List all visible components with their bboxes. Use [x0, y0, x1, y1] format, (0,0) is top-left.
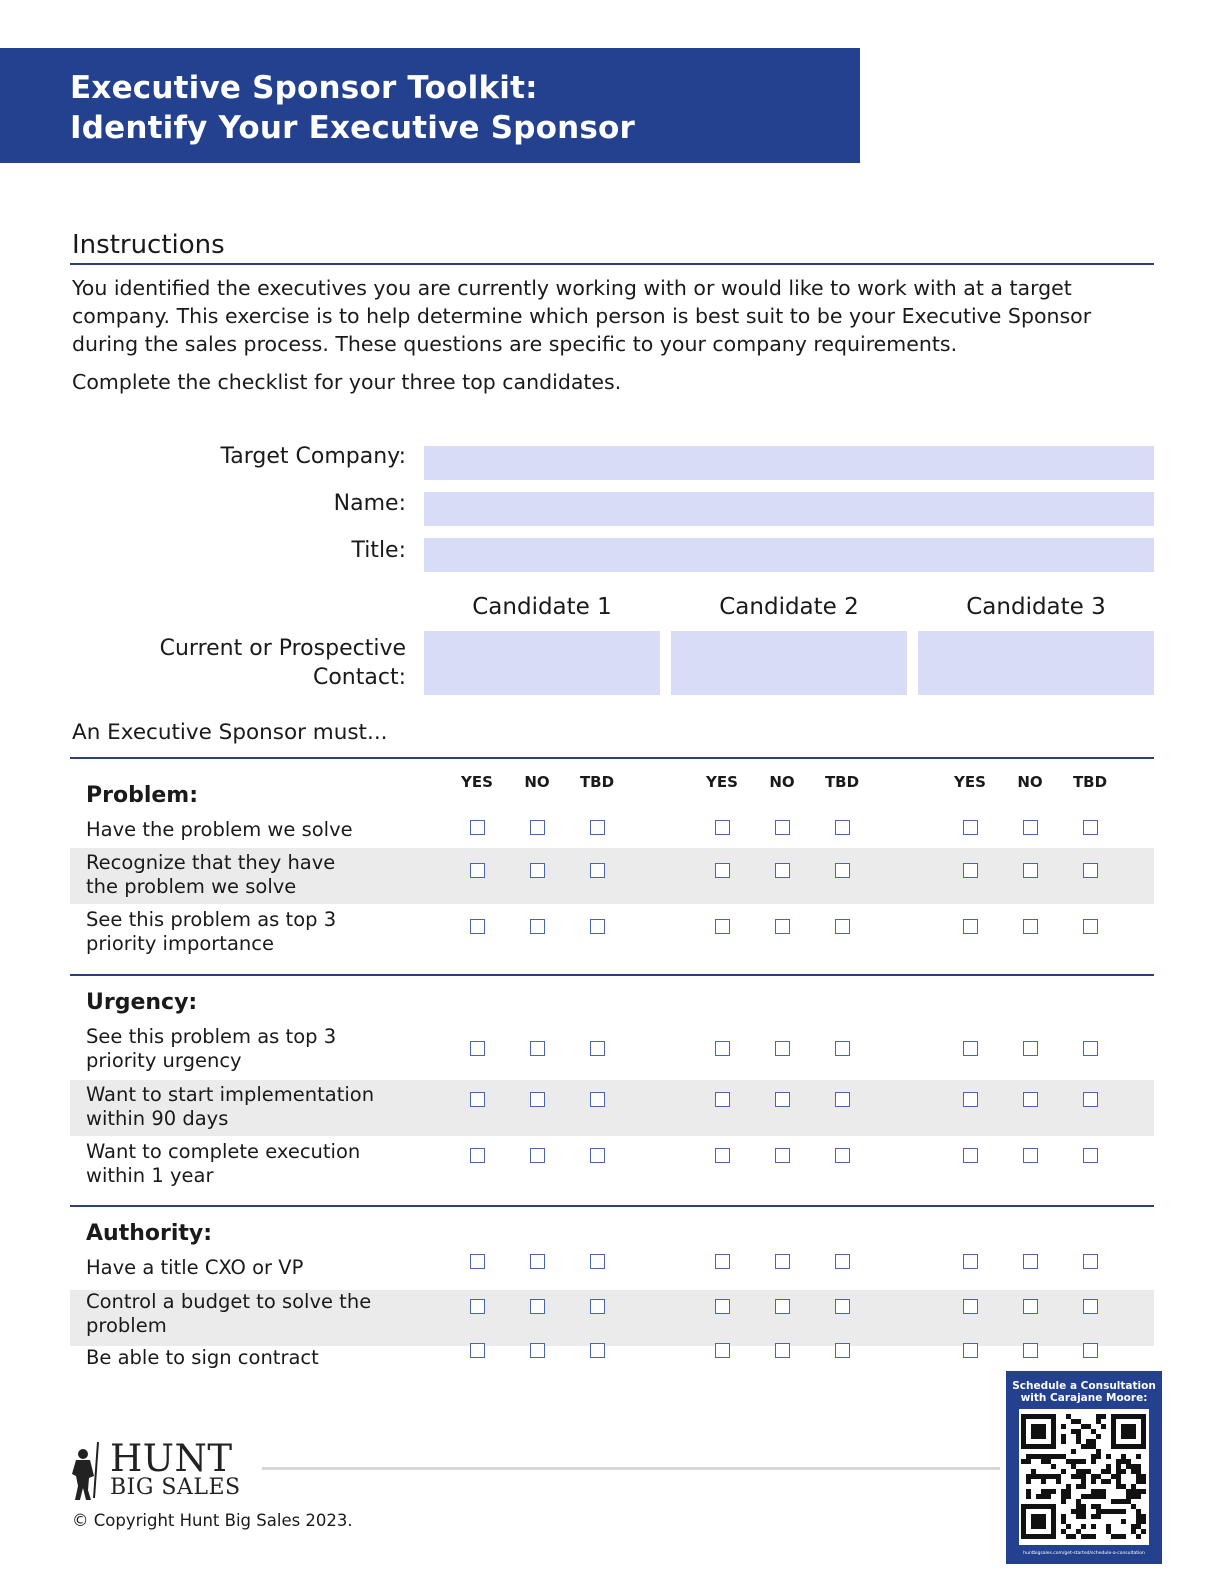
criterion-label — [86, 1140, 386, 1188]
checkbox-candidate-3-yes[interactable] — [963, 863, 978, 878]
criterion-label-line-2: priority urgency — [86, 1049, 242, 1072]
qr-card-title-line-2: with Carajane Moore: — [1020, 1392, 1148, 1404]
contact-label-line-1: Current or Prospective — [159, 636, 406, 661]
name-label: Name: — [333, 491, 406, 516]
page-title — [70, 68, 635, 148]
checkbox-candidate-1-no[interactable] — [530, 1254, 545, 1269]
checkbox-candidate-3-tbd[interactable] — [1083, 863, 1098, 878]
checkbox-candidate-2-yes[interactable] — [715, 1299, 730, 1314]
criterion-label-line-1: Want to start implementation — [86, 1083, 375, 1106]
group-title-problem: Problem: — [86, 783, 199, 808]
checkbox-candidate-1-tbd[interactable] — [590, 1299, 605, 1314]
checkbox-candidate-2-no[interactable] — [775, 1041, 790, 1056]
logo-wordmark-big-sales: BIG SALES — [110, 1475, 241, 1500]
contact-label — [160, 634, 406, 692]
criterion-label-line-2: priority importance — [86, 932, 274, 955]
checkbox-candidate-2-tbd[interactable] — [835, 1041, 850, 1056]
checkbox-candidate-1-yes[interactable] — [470, 863, 485, 878]
checkbox-candidate-3-no[interactable] — [1023, 1299, 1038, 1314]
checkbox-candidate-2-tbd[interactable] — [835, 919, 850, 934]
checkbox-candidate-3-yes[interactable] — [963, 1092, 978, 1107]
checkbox-candidate-1-tbd[interactable] — [590, 1343, 605, 1358]
checkbox-candidate-3-no[interactable] — [1023, 1148, 1038, 1163]
checkbox-candidate-2-tbd[interactable] — [835, 1148, 850, 1163]
checkbox-candidate-1-no[interactable] — [530, 1299, 545, 1314]
checkbox-candidate-3-yes[interactable] — [963, 820, 978, 835]
checkbox-candidate-2-yes[interactable] — [715, 1254, 730, 1269]
title-field[interactable] — [424, 538, 1154, 572]
checkbox-candidate-1-tbd[interactable] — [590, 820, 605, 835]
candidate-1-header: Candidate 1 — [472, 594, 612, 620]
checkbox-candidate-2-no[interactable] — [775, 1148, 790, 1163]
target-company-field[interactable] — [424, 446, 1154, 480]
logo-wordmark-hunt: HUNT — [110, 1437, 233, 1480]
instructions-paragraph — [72, 274, 1162, 358]
criterion-label — [86, 1346, 386, 1370]
checkbox-candidate-3-tbd[interactable] — [1083, 1092, 1098, 1107]
instructions-line-2: company. This exercise is to help determine which person is best suit to be your Executive Sponsor — [72, 304, 1092, 328]
problem-urgency-divider — [70, 974, 1154, 976]
footer-divider — [262, 1467, 1000, 1470]
criterion-label — [86, 1025, 386, 1073]
criterion-label — [86, 851, 386, 899]
checkbox-candidate-3-tbd[interactable] — [1083, 1254, 1098, 1269]
qr-card-url: huntbigsales.com/get-started/schedule-a-consultation — [1023, 1551, 1145, 1556]
candidate-2-no-column-header: NO — [769, 773, 795, 791]
group-title-urgency: Urgency: — [86, 990, 198, 1015]
checkbox-candidate-2-no[interactable] — [775, 820, 790, 835]
checkbox-candidate-3-no[interactable] — [1023, 820, 1038, 835]
checkbox-candidate-1-yes[interactable] — [470, 820, 485, 835]
candidate-3-tbd-column-header: TBD — [1072, 773, 1108, 791]
checklist-heading: An Executive Sponsor must... — [72, 720, 388, 745]
checkbox-candidate-2-yes[interactable] — [715, 1092, 730, 1107]
checkbox-candidate-1-yes[interactable] — [470, 919, 485, 934]
checkbox-candidate-3-no[interactable] — [1023, 1254, 1038, 1269]
checkbox-candidate-1-yes[interactable] — [470, 1343, 485, 1358]
checkbox-candidate-1-no[interactable] — [530, 863, 545, 878]
checkbox-candidate-2-no[interactable] — [775, 1343, 790, 1358]
checkbox-candidate-2-yes[interactable] — [715, 820, 730, 835]
checkbox-candidate-1-no[interactable] — [530, 919, 545, 934]
checkbox-candidate-2-no[interactable] — [775, 1092, 790, 1107]
checkbox-candidate-2-tbd[interactable] — [835, 820, 850, 835]
copyright-text: © Copyright Hunt Big Sales 2023. — [72, 1511, 353, 1530]
instructions-complete-note: Complete the checklist for your three top candidates. — [72, 370, 622, 394]
criterion-label-line-1: Want to complete execution — [86, 1140, 361, 1163]
checkbox-candidate-3-tbd[interactable] — [1083, 1299, 1098, 1314]
checkbox-candidate-1-yes[interactable] — [470, 1041, 485, 1056]
candidate-1-no-column-header: NO — [524, 773, 550, 791]
qr-code[interactable] — [1019, 1409, 1149, 1545]
checkbox-candidate-3-no[interactable] — [1023, 1092, 1038, 1107]
qr-card-title — [1006, 1380, 1162, 1404]
consultation-qr-card[interactable] — [1006, 1371, 1162, 1564]
checkbox-candidate-2-tbd[interactable] — [835, 863, 850, 878]
criterion-label — [86, 1083, 386, 1131]
checkbox-candidate-1-yes[interactable] — [470, 1092, 485, 1107]
checkbox-candidate-3-tbd[interactable] — [1083, 1343, 1098, 1358]
checkbox-candidate-1-tbd[interactable] — [590, 863, 605, 878]
criterion-label-line-1: Recognize that they have — [86, 851, 336, 874]
checkbox-candidate-1-no[interactable] — [530, 1148, 545, 1163]
hunt-big-sales-logo — [70, 1437, 241, 1502]
checkbox-candidate-2-yes[interactable] — [715, 919, 730, 934]
criterion-label-line-2: the problem we solve — [86, 875, 297, 898]
criterion-label-line-1: See this problem as top 3 — [86, 908, 337, 931]
checkbox-candidate-2-tbd[interactable] — [835, 1254, 850, 1269]
checkbox-candidate-1-yes[interactable] — [470, 1148, 485, 1163]
urgency-authority-divider — [70, 1205, 1154, 1207]
instructions-line-3: during the sales process. These questions are specific to your company requirements. — [72, 332, 958, 356]
instructions-heading: Instructions — [72, 230, 225, 260]
checkbox-candidate-2-no[interactable] — [775, 919, 790, 934]
qr-card-title-line-1: Schedule a Consultation — [1012, 1380, 1156, 1392]
checkbox-candidate-1-no[interactable] — [530, 1041, 545, 1056]
checkbox-candidate-1-tbd[interactable] — [590, 1092, 605, 1107]
candidate-1-contact-field[interactable] — [424, 631, 660, 695]
candidate-3-header: Candidate 3 — [966, 594, 1106, 620]
checkbox-candidate-1-tbd[interactable] — [590, 1148, 605, 1163]
checkbox-candidate-1-no[interactable] — [530, 1343, 545, 1358]
checkbox-candidate-2-yes[interactable] — [715, 863, 730, 878]
checkbox-candidate-1-tbd[interactable] — [590, 1041, 605, 1056]
criterion-label-line-1: See this problem as top 3 — [86, 1025, 337, 1048]
group-title-authority: Authority: — [86, 1221, 213, 1246]
title-label: Title: — [351, 538, 406, 563]
criterion-label — [86, 1290, 386, 1338]
criterion-label-line-1: Be able to sign contract — [86, 1346, 319, 1369]
hunter-silhouette-icon — [70, 1440, 108, 1502]
criterion-label — [86, 908, 386, 956]
contact-label-line-2: Contact: — [312, 665, 406, 690]
page-title-line-2: Identify Your Executive Sponsor — [70, 110, 636, 146]
checkbox-candidate-3-no[interactable] — [1023, 863, 1038, 878]
checkbox-candidate-3-yes[interactable] — [963, 1148, 978, 1163]
criterion-label-line-2: within 1 year — [86, 1164, 214, 1187]
candidate-3-yes-column-header: YES — [954, 773, 986, 791]
checkbox-candidate-1-yes[interactable] — [470, 1299, 485, 1314]
checkbox-candidate-3-no[interactable] — [1023, 919, 1038, 934]
checkbox-candidate-2-yes[interactable] — [715, 1343, 730, 1358]
instructions-line-1: You identified the executives you are currently working with or would like to work with at a target — [72, 276, 1072, 300]
checkbox-candidate-3-tbd[interactable] — [1083, 1148, 1098, 1163]
candidate-2-tbd-column-header: TBD — [824, 773, 860, 791]
candidate-2-contact-field[interactable] — [671, 631, 907, 695]
target-company-label: Target Company: — [220, 444, 406, 469]
criterion-label-line-2: within 90 days — [86, 1107, 229, 1130]
candidate-1-yes-column-header: YES — [461, 773, 493, 791]
name-field[interactable] — [424, 492, 1154, 526]
candidate-3-no-column-header: NO — [1017, 773, 1043, 791]
candidate-1-tbd-column-header: TBD — [579, 773, 615, 791]
criterion-label-line-1: Have the problem we solve — [86, 818, 353, 841]
criterion-label-line-1: Control a budget to solve the — [86, 1290, 372, 1313]
checkbox-candidate-2-no[interactable] — [775, 863, 790, 878]
criterion-label-line-2: problem — [86, 1314, 167, 1337]
checkbox-candidate-1-tbd[interactable] — [590, 919, 605, 934]
criterion-label — [86, 818, 386, 842]
checkbox-candidate-2-tbd[interactable] — [835, 1299, 850, 1314]
instructions-divider — [70, 263, 1154, 265]
checkbox-candidate-3-yes[interactable] — [963, 919, 978, 934]
checkbox-candidate-2-no[interactable] — [775, 1254, 790, 1269]
candidate-3-contact-field[interactable] — [918, 631, 1154, 695]
checklist-divider — [70, 757, 1154, 759]
checkbox-candidate-3-tbd[interactable] — [1083, 1041, 1098, 1056]
checkbox-candidate-2-tbd[interactable] — [835, 1092, 850, 1107]
checkbox-candidate-2-tbd[interactable] — [835, 1343, 850, 1358]
checkbox-candidate-3-yes[interactable] — [963, 1041, 978, 1056]
checkbox-candidate-2-yes[interactable] — [715, 1148, 730, 1163]
checkbox-candidate-2-no[interactable] — [775, 1299, 790, 1314]
criterion-label — [86, 1256, 386, 1280]
checkbox-candidate-3-yes[interactable] — [963, 1343, 978, 1358]
checkbox-candidate-3-yes[interactable] — [963, 1254, 978, 1269]
checkbox-candidate-1-yes[interactable] — [470, 1254, 485, 1269]
checkbox-candidate-1-tbd[interactable] — [590, 1254, 605, 1269]
criterion-label-line-1: Have a title CXO or VP — [86, 1256, 304, 1279]
page-title-line-1: Executive Sponsor Toolkit: — [70, 70, 538, 106]
qr-code-icon — [1019, 1409, 1149, 1545]
checkbox-candidate-3-yes[interactable] — [963, 1299, 978, 1314]
checkbox-candidate-1-no[interactable] — [530, 820, 545, 835]
checkbox-candidate-3-tbd[interactable] — [1083, 820, 1098, 835]
checkbox-candidate-3-no[interactable] — [1023, 1041, 1038, 1056]
candidate-2-header: Candidate 2 — [719, 594, 859, 620]
checkbox-candidate-3-tbd[interactable] — [1083, 919, 1098, 934]
checkbox-candidate-1-no[interactable] — [530, 1092, 545, 1107]
checkbox-candidate-3-no[interactable] — [1023, 1343, 1038, 1358]
candidate-2-yes-column-header: YES — [706, 773, 738, 791]
checkbox-candidate-2-yes[interactable] — [715, 1041, 730, 1056]
